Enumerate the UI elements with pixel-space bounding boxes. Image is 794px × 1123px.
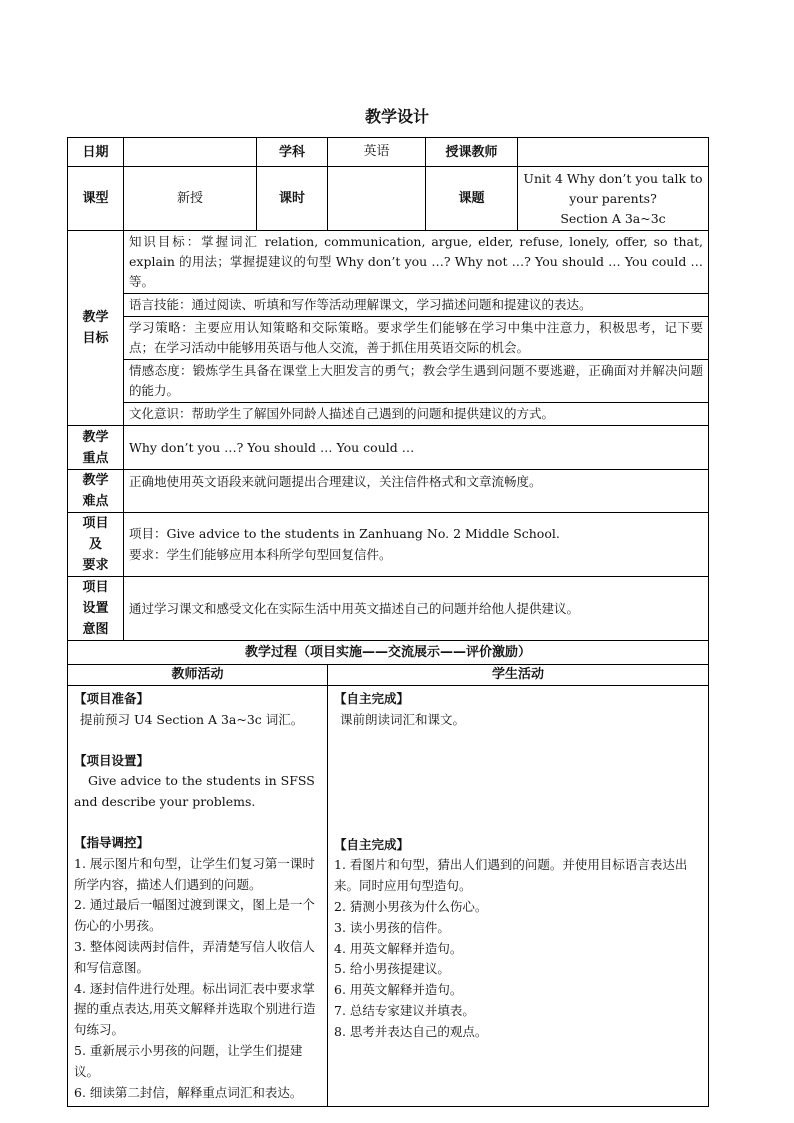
key-points-label: 教学 重点 xyxy=(68,426,124,470)
row-process-headers xyxy=(68,665,709,686)
row-date xyxy=(68,138,709,167)
objective-row xyxy=(68,294,709,317)
objective-learning-strategy: 学习策略：主要应用认知策略和交际策略。要求学生们能够在学习中集中注意力，积极思考，记下要点；在学习活动中能够用英语与他人交流，善于抓住用英语交际的机会。 xyxy=(124,317,709,360)
page-title: 教学设计 xyxy=(364,107,429,126)
student-step: 2. 猜测小男孩为什么伤心。 xyxy=(334,898,488,914)
project-label: 项目 及 要求 xyxy=(68,513,124,577)
student-step: 8. 思考并表达自己的观点。 xyxy=(334,1023,488,1039)
intent-label: 项目 设置 意图 xyxy=(68,577,124,641)
process-title: 教学过程（项目实施——交流展示——评价激励） xyxy=(68,641,709,665)
project-line: 项目：Give advice to the students in Zanhuang No. 2 Middle School. xyxy=(129,525,560,541)
topic-label: 课题 xyxy=(426,167,518,231)
row-key-points xyxy=(68,426,709,470)
teacher-step: 3. 整体阅读两封信件，弄清楚写信人收信人和写信意图。 xyxy=(74,938,315,975)
requirement-line: 要求：学生们能够应用本科所学句型回复信件。 xyxy=(129,546,392,562)
subject-value: 英语 xyxy=(328,138,426,167)
student-activities xyxy=(328,686,709,1107)
teacher-step: 2. 通过最后一幅图过渡到课文，图上是一个伤心的小男孩。 xyxy=(74,897,315,934)
teacher-section-text: Give advice to the students in SFSS and describe your problems. xyxy=(74,773,315,810)
row-process-body xyxy=(68,686,709,1107)
student-step: 6. 用英文解释并造句。 xyxy=(334,982,463,998)
student-step: 3. 读小男孩的信件。 xyxy=(334,919,450,935)
difficulties-label: 教学 难点 xyxy=(68,470,124,513)
student-section-title: 【自主完成】 xyxy=(334,691,410,706)
objective-row xyxy=(68,360,709,403)
type-value: 新授 xyxy=(124,167,257,231)
date-label: 日期 xyxy=(68,138,124,167)
difficulties-text: 正确地使用英文语段来就问题提出合理建议，关注信件格式和文章流畅度。 xyxy=(124,470,709,513)
teacher-step: 6. 细读第二封信，解释重点词汇和表达。 xyxy=(74,1084,303,1100)
teacher-section-title: 【项目准备】 xyxy=(74,691,150,706)
row-type xyxy=(68,167,709,231)
topic-line-3: Section A 3a~3c xyxy=(560,210,666,226)
student-step: 4. 用英文解释并造句。 xyxy=(334,940,463,956)
objective-emotion: 情感态度：锻炼学生具备在课堂上大胆发言的勇气；教会学生遇到问题不要逃避，正确面对并解决问题的能力。 xyxy=(124,360,709,403)
teacher-step: 1. 展示图片和句型，让学生们复习第一课时所学内容，描述人们遇到的问题。 xyxy=(74,855,315,892)
objective-row xyxy=(68,317,709,360)
objective-language-skills: 语言技能：通过阅读、听填和写作等活动理解课文，学习描述问题和提建议的表达。 xyxy=(124,294,709,317)
teacher-activities xyxy=(68,686,328,1107)
student-step: 1. 看图片和句型，猜出人们遇到的问题。并使用目标语言表达出来。同时应用句型造句。 xyxy=(334,857,688,894)
student-step: 7. 总结专家建议并填表。 xyxy=(334,1002,475,1018)
lesson-plan-table xyxy=(67,137,709,1107)
objective-row xyxy=(68,403,709,426)
period-value xyxy=(328,167,426,231)
student-step: 5. 给小男孩提建议。 xyxy=(334,961,450,977)
row-project xyxy=(68,513,709,577)
topic-line-1: Unit 4 Why don’t you talk to xyxy=(523,170,703,186)
teacher-activity-header: 教师活动 xyxy=(68,665,328,686)
objective-knowledge: 知识目标：掌握词汇 relation, communication, argue, elder, refuse, lonely, offer, so that, explain 的用法；掌握提建议的句型 Why don’t you …? Why not …? You should … You could …等。 xyxy=(124,231,709,294)
teacher-section-text: 提前预习 U4 Section A 3a~3c 词汇。 xyxy=(80,711,304,727)
project-text xyxy=(124,513,709,577)
teacher-label: 授课教师 xyxy=(426,138,518,167)
teacher-step: 5. 重新展示小男孩的问题，让学生们提建议。 xyxy=(74,1042,303,1079)
row-difficulties xyxy=(68,470,709,513)
row-process-title xyxy=(68,641,709,665)
row-intent xyxy=(68,577,709,641)
key-points-text: Why don’t you …? You should … You could … xyxy=(124,426,709,470)
topic-value xyxy=(518,167,709,231)
student-activity-header: 学生活动 xyxy=(328,665,709,686)
topic-line-2: your parents? xyxy=(569,190,657,206)
type-label: 课型 xyxy=(68,167,124,231)
date-value xyxy=(124,138,257,167)
period-label: 课时 xyxy=(257,167,328,231)
subject-label: 学科 xyxy=(257,138,328,167)
objectives-label: 教学 目标 xyxy=(68,231,124,426)
teacher-section-title: 【指导调控】 xyxy=(74,834,150,850)
objective-row xyxy=(68,231,709,294)
student-section-text: 课前朗读词汇和课文。 xyxy=(340,711,466,727)
teacher-section-title: 【项目设置】 xyxy=(74,752,150,768)
intent-text: 通过学习课文和感受文化在实际生活中用英文描述自己的问题并给他人提供建议。 xyxy=(124,577,709,641)
teacher-value xyxy=(518,138,709,167)
teacher-step: 4. 逐封信件进行处理。标出词汇表中要求掌握的重点表达,用英文解释并选取个别进行造句练习。 xyxy=(74,980,316,1038)
student-section-title: 【自主完成】 xyxy=(334,836,410,852)
objective-culture: 文化意识：帮助学生了解国外同龄人描述自己遇到的问题和提供建议的方式。 xyxy=(124,403,709,426)
